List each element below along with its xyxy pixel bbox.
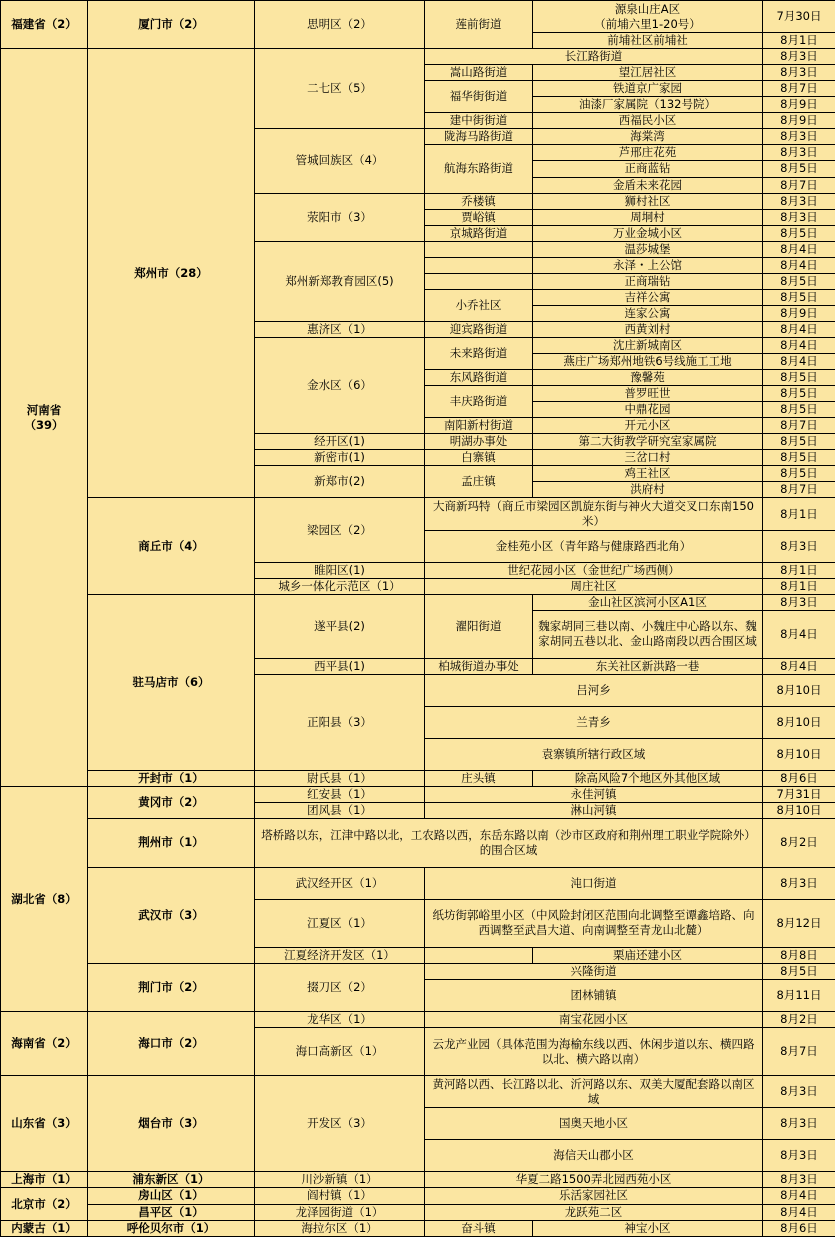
date-cell: 8月3日 [763,65,835,81]
street-cell: 贾峪镇 [425,209,533,225]
area-cell: 鸡王社区 [533,466,763,482]
area-cell: 大商新玛特（商丘市梁园区凯旋东街与神火大道交叉口东南150米） [425,498,763,530]
date-cell: 8月7日 [763,81,835,97]
date-cell: 8月4日 [763,337,835,353]
street-cell: 明湖办事处 [425,434,533,450]
date-cell: 8月5日 [763,161,835,177]
date-cell: 8月3日 [763,209,835,225]
area-cell: 三岔口村 [533,450,763,466]
city-cell: 商丘市（4） [88,498,255,594]
city-cell: 荆门市（2） [88,963,255,1011]
street-cell: 奋斗镇 [425,1220,533,1236]
area-cell: 源泉山庄A区 （前埔六里1-20号） [533,1,763,33]
city-cell: 房山区（1） [88,1188,255,1204]
city-cell: 烟台市（3） [88,1076,255,1172]
district-cell: 新郑市(2) [255,466,425,498]
street-cell: 迎宾路街道 [425,321,533,337]
date-cell: 7月31日 [763,787,835,803]
area-cell: 开元小区 [533,418,763,434]
date-cell: 8月3日 [763,1076,835,1108]
table-row [1,1011,835,1027]
area-cell: 沌口街道 [425,867,763,899]
area-cell: 东关社区新洪路一巷 [533,658,763,674]
date-cell: 8月3日 [763,193,835,209]
city-cell: 荆州市（1） [88,819,255,867]
district-cell: 正阳县（3） [255,674,425,770]
area-cell: 芦邢庄花苑 [533,145,763,161]
district-cell: 海口高新区（1） [255,1028,425,1076]
area-cell: 永佳河镇 [425,787,763,803]
district-cell: 荥阳市（3） [255,193,425,241]
area-cell: 油漆厂家属院（132号院） [533,97,763,113]
table-row [1,1204,835,1220]
date-cell: 8月2日 [763,1011,835,1027]
area-cell: 华夏二路1500弄北园西苑小区 [425,1172,763,1188]
date-cell: 8月1日 [763,578,835,594]
city-cell: 开封市（1） [88,771,255,787]
area-cell: 万业金城小区 [533,225,763,241]
table-row [1,787,835,803]
area-cell: 洪府村 [533,482,763,498]
district-cell: 红安县（1） [255,787,425,803]
risk-area-table-body [1,1,835,1237]
date-cell: 8月4日 [763,257,835,273]
table-row [1,771,835,787]
table-row [1,1,835,17]
area-cell: 连家公寓 [533,305,763,321]
province-cell: 福建省（2） [1,1,88,49]
table-row [1,594,835,610]
street-cell: 航海东路街道 [425,145,533,193]
date-cell: 8月1日 [763,33,835,49]
area-cell: 栗庙还建小区 [533,947,763,963]
district-cell: 新密市(1) [255,450,425,466]
city-cell: 昌平区（1） [88,1204,255,1220]
date-cell: 8月5日 [763,402,835,418]
date-cell: 8月12日 [763,899,835,947]
district-cell: 经开区(1) [255,434,425,450]
date-cell: 8月9日 [763,97,835,113]
street-cell: 京城路街道 [425,225,533,241]
district-cell: 龙泽园街道（1） [255,1204,425,1220]
date-cell: 8月7日 [763,418,835,434]
street-cell [425,273,533,289]
area-cell: 吉祥公寓 [533,289,763,305]
date-cell: 8月2日 [763,819,835,867]
date-cell: 8月5日 [763,386,835,402]
street-cell: 未来路街道 [425,337,533,369]
area-cell: 团林铺镇 [425,979,763,1011]
area-cell: 乐活家园社区 [425,1188,763,1204]
district-cell: 开发区（3） [255,1076,425,1172]
area-cell: 第二大街教学研究室家属院 [533,434,763,450]
province-cell: 内蒙古（1） [1,1220,88,1236]
date-cell: 8月3日 [763,1140,835,1172]
street-cell: 孟庄镇 [425,466,533,498]
date-cell: 8月5日 [763,225,835,241]
date-cell: 8月3日 [763,1172,835,1188]
street-cell: 柏城街道办事处 [425,658,533,674]
district-cell: 阎村镇（1） [255,1188,425,1204]
province-cell: 上海市（1） [1,1172,88,1188]
table-row [1,1220,835,1236]
date-cell: 8月5日 [763,963,835,979]
district-cell: 塔桥路以东，江津中路以北，工农路以西，东岳东路以南（沙市区政府和荆州理工职业学院除外）的围合区域 [255,819,763,867]
district-cell: 遂平县(2) [255,594,425,658]
date-cell: 8月3日 [763,530,835,562]
date-cell: 8月6日 [763,771,835,787]
district-cell: 海拉尔区（1） [255,1220,425,1236]
city-cell: 郑州市（28） [88,49,255,498]
district-cell: 惠济区（1） [255,321,425,337]
street-cell [425,947,533,963]
district-cell: 掇刀区（2） [255,963,425,1011]
street-cell: 建中街街道 [425,113,533,129]
date-cell: 8月1日 [763,562,835,578]
area-cell: 龙跃苑二区 [425,1204,763,1220]
area-cell: 海棠湾 [533,129,763,145]
district-cell: 尉氏县（1） [255,771,425,787]
area-cell: 国奥天地小区 [425,1108,763,1140]
area-cell: 永泽・上公馆 [533,257,763,273]
area-cell: 魏家胡同三巷以南、小魏庄中心路以东、魏家胡同五巷以北、金山路南段以西合围区域 [533,610,763,658]
date-cell: 8月9日 [763,113,835,129]
date-cell: 8月5日 [763,289,835,305]
area-cell: 正商蓝钻 [533,161,763,177]
street-cell: 福华街街道 [425,81,533,113]
area-cell: 纸坊街郭峪里小区（中风险封闭区范围向北调整至谭鑫培路、向西调整至武昌大道、向南调整至青龙山北麓） [425,899,763,947]
date-cell: 8月10日 [763,707,835,739]
district-cell: 金水区（6） [255,337,425,433]
area-cell: 海信天山郡小区 [425,1140,763,1172]
street-cell: 嵩山路街道 [425,65,533,81]
area-cell: 前埔社区前埔社 [533,33,763,49]
street-cell: 丰庆路街道 [425,386,533,418]
date-cell: 7月30日 [763,1,835,33]
area-cell: 铁道京广家园 [533,81,763,97]
street-cell: 白寨镇 [425,450,533,466]
city-cell: 武汉市（3） [88,867,255,963]
district-cell: 团风县（1） [255,803,425,819]
date-cell: 8月4日 [763,610,835,658]
date-cell: 8月5日 [763,466,835,482]
date-cell: 8月3日 [763,594,835,610]
area-cell: 温莎城堡 [533,241,763,257]
district-cell: 管城回族区（4） [255,129,425,193]
area-cell: 黄河路以西、长江路以北、沂河路以东、双美大厦配套路以南区域 [425,1076,763,1108]
district-cell: 睢阳区(1) [255,562,425,578]
city-cell: 驻马店市（6） [88,594,255,771]
area-cell: 西福民小区 [533,113,763,129]
date-cell: 8月4日 [763,1204,835,1220]
table-row [1,498,835,514]
date-cell: 8月10日 [763,803,835,819]
area-cell: 兰青乡 [425,707,763,739]
area-cell: 望江居社区 [533,65,763,81]
district-cell: 龙华区（1） [255,1011,425,1027]
area-cell: 世纪花园小区（金世纪广场西侧） [425,562,763,578]
date-cell: 8月10日 [763,674,835,706]
area-cell: 中鼎花园 [533,402,763,418]
province-cell: 河南省 （39） [1,49,88,787]
date-cell: 8月4日 [763,658,835,674]
province-cell: 湖北省（8） [1,787,88,1012]
area-cell: 普罗旺世 [533,386,763,402]
street-cell: 东风路街道 [425,370,533,386]
area-cell: 袁寨镇所辖行政区域 [425,739,763,771]
district-cell: 郑州新郑教育园区(5) [255,241,425,321]
date-cell: 8月3日 [763,145,835,161]
area-cell: 神宝小区 [533,1220,763,1236]
table-row [1,1188,835,1204]
area-cell: 正商瑞钻 [533,273,763,289]
date-cell: 8月9日 [763,305,835,321]
area-cell: 周庄社区 [425,578,763,594]
street-cell [425,241,533,257]
district-cell: 川沙新镇（1） [255,1172,425,1188]
date-cell: 8月7日 [763,177,835,193]
table-row [1,867,835,883]
date-cell: 8月11日 [763,979,835,1011]
area-cell: 兴隆街道 [425,963,763,979]
city-cell: 浦东新区（1） [88,1172,255,1188]
area-cell: 除高风险7个地区外其他区域 [533,771,763,787]
area-cell: 燕庄广场郑州地铁6号线施工工地 [533,354,763,370]
area-cell: 周垌村 [533,209,763,225]
province-cell: 北京市（2） [1,1188,88,1220]
date-cell: 8月3日 [763,1108,835,1140]
area-cell: 狮村社区 [533,193,763,209]
area-cell: 西黄刘村 [533,321,763,337]
street-cell: 南阳新村街道 [425,418,533,434]
date-cell: 8月7日 [763,482,835,498]
street-cell: 庄头镇 [425,771,533,787]
date-cell: 8月5日 [763,450,835,466]
street-cell: 濯阳街道 [425,594,533,658]
area-cell: 淋山河镇 [425,803,763,819]
district-cell: 城乡一体化示范区（1） [255,578,425,594]
area-cell: 豫馨苑 [533,370,763,386]
table-row [1,963,835,979]
district-cell: 思明区（2） [255,1,425,49]
date-cell: 8月1日 [763,498,835,530]
date-cell: 8月3日 [763,867,835,899]
district-cell: 武汉经开区（1） [255,867,425,899]
city-cell: 厦门市（2） [88,1,255,49]
area-cell: 金桂苑小区（青年路与健康路西北角） [425,530,763,562]
area-cell: 沈庄新城南区 [533,337,763,353]
date-cell: 8月5日 [763,434,835,450]
date-cell: 8月3日 [763,129,835,145]
street-cell: 莲前街道 [425,1,533,49]
date-cell: 8月3日 [763,49,835,65]
date-cell: 8月5日 [763,273,835,289]
province-cell: 山东省（3） [1,1076,88,1172]
district-cell: 江夏区（1） [255,899,425,947]
area-cell: 吕河乡 [425,674,763,706]
date-cell: 8月7日 [763,1028,835,1076]
city-cell: 海口市（2） [88,1011,255,1075]
date-cell: 8月5日 [763,370,835,386]
province-cell: 海南省（2） [1,1011,88,1075]
district-cell: 梁园区（2） [255,498,425,562]
street-cell: 乔楼镇 [425,193,533,209]
table-row [1,1172,835,1188]
date-cell: 8月8日 [763,947,835,963]
date-cell: 8月4日 [763,1188,835,1204]
area-cell: 云龙产业园（具体范围为海榆东线以西、休闲步道以东、横四路以北、横六路以南） [425,1028,763,1076]
date-cell: 8月4日 [763,354,835,370]
table-row [1,49,835,65]
area-cell: 长江路街道 [425,49,763,65]
city-cell: 黄冈市（2） [88,787,255,819]
street-cell: 小乔社区 [425,289,533,321]
district-cell: 江夏经济开发区（1） [255,947,425,963]
city-cell: 呼伦贝尔市（1） [88,1220,255,1236]
area-cell: 金山社区滨河小区A1区 [533,594,763,610]
street-cell [425,257,533,273]
street-cell: 陇海马路街道 [425,129,533,145]
date-cell: 8月4日 [763,241,835,257]
date-cell: 8月6日 [763,1220,835,1236]
area-cell: 金盾未来花园 [533,177,763,193]
table-row [1,819,835,835]
table-row [1,1076,835,1092]
area-cell: 南宝花园小区 [425,1011,763,1027]
district-cell: 西平县(1) [255,658,425,674]
district-cell: 二七区（5） [255,49,425,129]
date-cell: 8月4日 [763,321,835,337]
date-cell: 8月10日 [763,739,835,771]
